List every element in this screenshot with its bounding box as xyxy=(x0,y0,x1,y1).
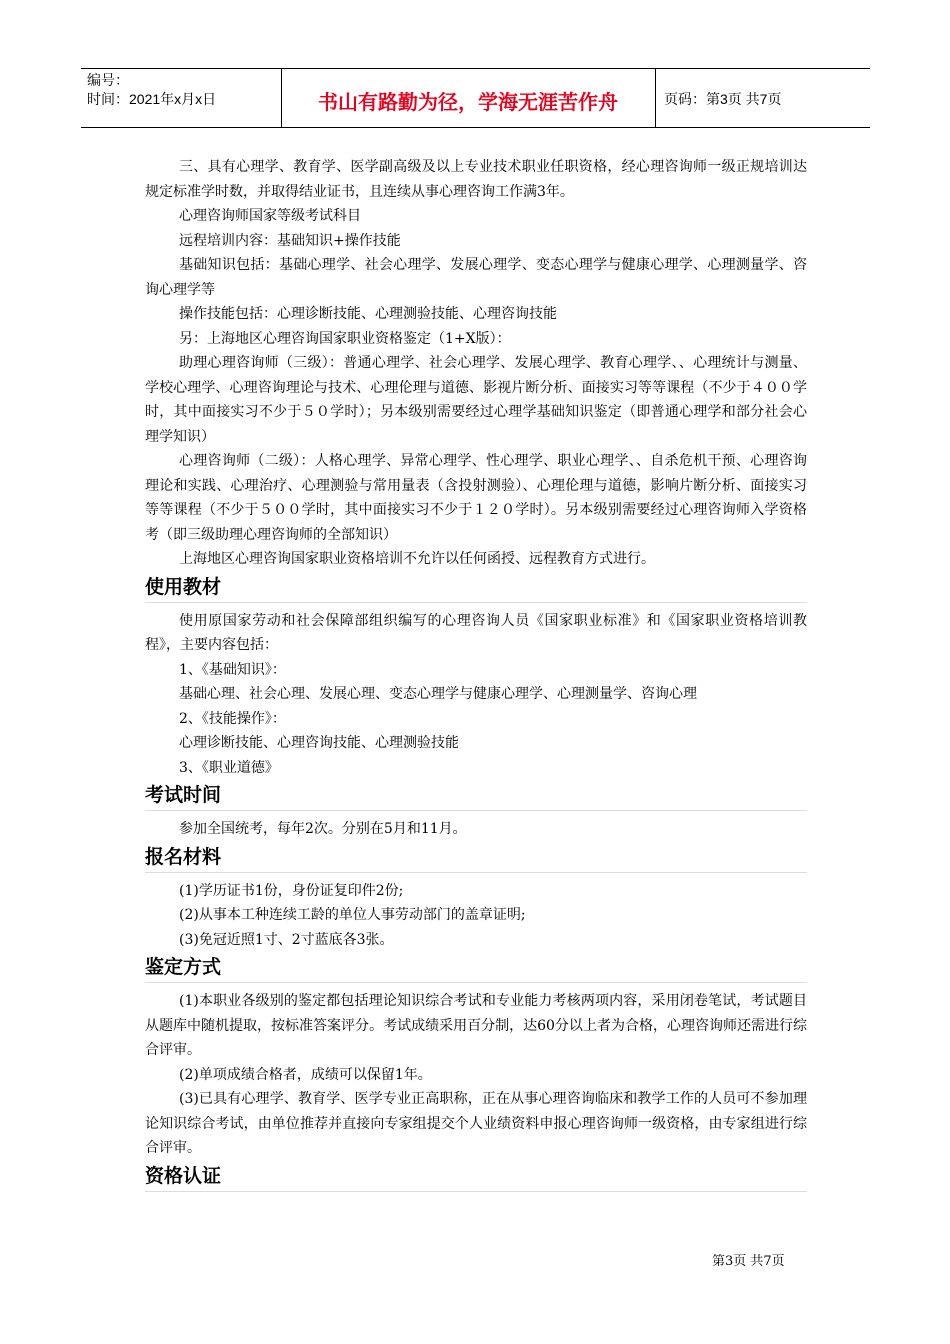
document-body xyxy=(145,155,807,1198)
paragraph: (1)学历证书1份，身份证复印件2份; xyxy=(179,882,404,899)
paragraph: 另：上海地区心理咨询国家职业资格鉴定（1+X版）： xyxy=(179,330,511,347)
paragraph: 助理心理咨询师（三级）：普通心理学、社会心理学、发展心理学、教育心理学、、心理统计与测量、学校心理学、心理咨询理论与技术、心理伦理与道德、影视片断分析、面接实习等等课程（不少于４００学时，其中面接实习不少于５０学时）；另本级别需要经过心理学基础知识鉴定（即普通心理学和部分社会心理学知识） xyxy=(145,355,807,445)
header-page-cell xyxy=(656,69,870,127)
paragraph: (2)从事本工种连续工龄的单位人事劳动部门的盖章证明; xyxy=(179,907,526,923)
paragraph: 基础心理、社会心理、发展心理、变态心理学与健康心理学、心理测量学、咨询心理 xyxy=(179,686,697,702)
header-motto-cell xyxy=(281,69,656,127)
footer-page-number: 第3页 共7页 xyxy=(712,1254,785,1269)
paragraph: 参加全国统考，每年2次。分别在5月和11月。 xyxy=(179,821,467,837)
header-page-number: 页码：第3页 共7页 xyxy=(664,91,782,107)
paragraph: 1、《基础知识》： xyxy=(179,661,286,678)
paragraph: (3)已具有心理学、教育学、医学专业正高职称，正在从事心理咨询临床和教学工作的人员可不参加理论知识综合考试，由单位推荐并直接向专家组提交个人业绩资料申报心理咨询师一级资格，由专家组进行综合评审。 xyxy=(145,1091,807,1156)
paragraph: (1)本职业各级别的鉴定都包括理论知识综合考试和专业能力考核两项内容，采用闭卷笔试，考试题目从题库中随机提取，按标准答案评分。考试成绩采用百分制，达60分以上者为合格，心理咨询师还需进行综合评审。 xyxy=(145,993,807,1058)
paragraph: 使用原国家劳动和社会保障部组织编写的心理咨询人员《国家职业标准》和《国家职业资格培训教程》，主要内容包括： xyxy=(145,612,807,653)
paragraph: 3、《职业道德》 xyxy=(179,759,279,776)
section-heading: 报名材料 xyxy=(145,844,807,873)
paragraph: 心理咨询师（二级）：人格心理学、异常心理学、性心理学、职业心理学、、自杀危机干预、心理咨询理论和实践、心理治疗、心理测验与常用量表（含投射测验）、心理伦理与道德，影响片断分析、面接实习等等课程（不少于５００学时，其中面接实习不少于１２０学时）。另本级别需要经过心理咨询师入学资格考（即三级助理心理咨询师的全部知识） xyxy=(145,453,807,543)
paragraph: 三、具有心理学、教育学、医学副高级及以上专业技术职业任职资格，经心理咨询师一级正规培训达规定标准学时数，并取得结业证书，且连续从事心理咨询工作满3年。 xyxy=(145,159,807,200)
paragraph: 操作技能包括：心理诊断技能、心理测验技能、心理咨询技能 xyxy=(179,306,557,322)
paragraph: (3)免冠近照1寸、2寸蓝底各3张。 xyxy=(179,931,394,948)
paragraph: 心理诊断技能、心理咨询技能、心理测验技能 xyxy=(179,735,459,751)
paragraph: 上海地区心理咨询国家职业资格培训不允许以任何函授、远程教育方式进行。 xyxy=(179,551,655,567)
section-heading: 资格认证 xyxy=(145,1163,807,1192)
section-heading: 使用教材 xyxy=(145,574,807,603)
section-heading: 鉴定方式 xyxy=(145,954,807,983)
paragraph: 基础知识包括：基础心理学、社会心理学、发展心理学、变态心理学与健康心理学、心理测量学、咨询心理学等 xyxy=(145,257,807,298)
header-motto: 书山有路勤为径，学海无涯苦作舟 xyxy=(318,90,618,114)
paragraph: 2、《技能操作》： xyxy=(179,710,286,727)
document-date: 时间：2021年x月x日 xyxy=(87,91,217,107)
page-header xyxy=(81,68,870,128)
section-heading: 考试时间 xyxy=(145,782,807,811)
paragraph: 远程培训内容：基础知识+操作技能 xyxy=(179,232,401,249)
paragraph: (2)单项成绩合格者，成绩可以保留1年。 xyxy=(179,1066,432,1083)
header-meta-cell xyxy=(81,69,282,127)
document-code-label: 编号： xyxy=(87,72,129,88)
paragraph: 心理咨询师国家等级考试科目 xyxy=(179,208,361,224)
